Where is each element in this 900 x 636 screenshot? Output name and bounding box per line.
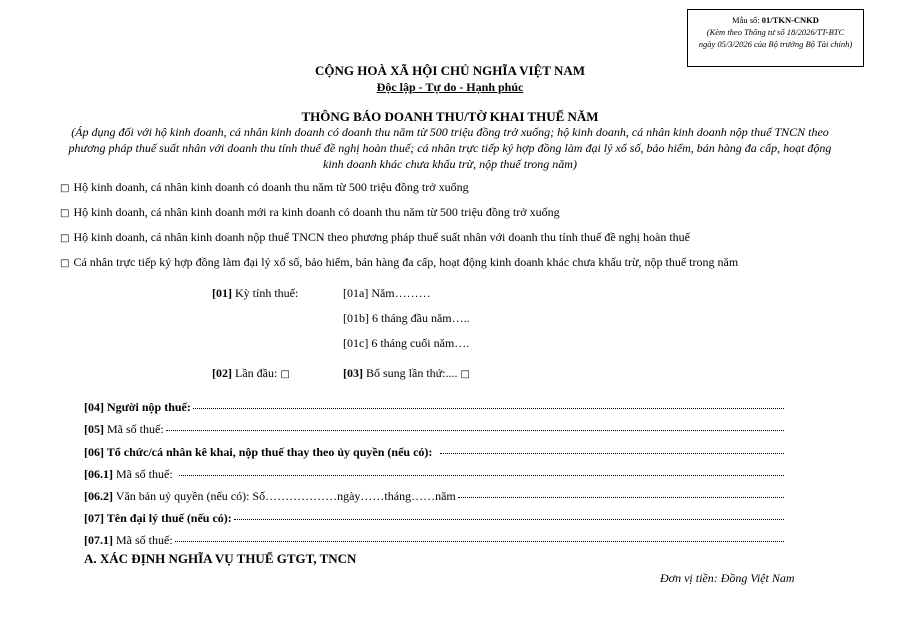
checkbox-icon[interactable]: □ [60,208,70,219]
fill-line[interactable] [175,540,784,542]
tax-code-field[interactable] [84,422,784,437]
field-label: [04] Người nộp thuế: [84,400,191,414]
form-title: THÔNG BÁO DOANH THU/TỜ KHAI THUẾ NĂM [301,109,599,124]
fill-line[interactable] [179,474,784,476]
checkbox-icon[interactable]: □ [280,369,290,380]
supplement-code: [03] [343,366,363,380]
taxpayer-name-field[interactable] [84,400,784,415]
motto-heading: Độc lập - Tự do - Hạnh phúc [376,80,524,94]
currency-unit-note: Đơn vị tiền: Đồng Việt Nam [660,571,795,585]
fill-line[interactable] [166,429,784,431]
form-scope-note: (Áp dụng đối với hộ kinh doanh, cá nhân kinh doanh có doanh thu năm từ 500 triệu đồng trở xuống; hộ kinh doanh, cá nhân kinh doanh nộp thuế TNCN theo phương pháp thuế suất nhân với doanh thu tính thuế đề nghị hoàn thuế; cá nhân trực tiếp ký hợp đồng làm đại lý xổ số, bảo hiểm, bán hàng đa cấp, hoạt động kinh doanh khác chưa khấu trừ, nộp thuế trong năm) [68,125,832,171]
option-agent[interactable] [60,255,738,270]
fill-line[interactable] [440,452,784,454]
option-label: Hộ kinh doanh, cá nhân kinh doanh nộp thuế TNCN theo phương pháp thuế suất nhân với doanh thu tính thuế đề nghị hoàn thuế [73,230,690,244]
tax-agent-name-field[interactable] [84,511,784,526]
tax-period-code: [01] [212,286,232,300]
tax-period-second-half[interactable]: [01c] 6 tháng cuối năm…. [343,336,470,350]
option-tax-refund[interactable] [60,230,690,245]
option-label: Hộ kinh doanh, cá nhân kinh doanh mới ra kinh doanh có doanh thu năm từ 500 triệu đồng trở xuống [73,205,560,219]
checkbox-icon[interactable]: □ [60,233,70,244]
option-label: Hộ kinh doanh, cá nhân kinh doanh có doanh thu năm từ 500 triệu đồng trở xuống [73,180,469,194]
option-label: Cá nhân trực tiếp ký hợp đồng làm đại lý xổ số, bảo hiểm, bán hàng đa cấp, hoạt động kinh doanh khác chưa khấu trừ, nộp thuế trong năm [73,255,739,269]
checkbox-icon[interactable]: □ [60,183,70,194]
option-revenue-under-500m[interactable] [60,180,469,195]
fill-line[interactable] [234,518,784,520]
field-label: [05] Mã số thuế: [84,422,164,436]
first-time-code: [02] [212,366,232,380]
field-label: [07] Tên đại lý thuế (nếu có): [84,511,232,525]
tax-agent-code-field[interactable] [84,533,784,548]
checkbox-icon[interactable]: □ [60,258,70,269]
form-code-line [688,14,863,26]
checkbox-icon[interactable]: □ [460,369,470,380]
form-circular-ref: (Kèm theo Thông tư số 18/2026/TT-BTC [706,27,845,37]
first-time-label: Lần đầu: [235,366,278,380]
tax-period-year[interactable]: [01a] Năm……… [343,286,431,300]
authorized-tax-code-field[interactable] [84,467,784,482]
form-code-prefix: Mẫu số: [732,15,760,25]
fill-line[interactable] [193,407,784,409]
authorized-filer-field[interactable] [84,445,784,460]
supplement-field[interactable] [343,366,470,381]
first-time-field[interactable] [212,366,290,381]
tax-period-label [212,286,298,301]
option-new-business[interactable] [60,205,560,220]
authorization-doc-field[interactable] [84,489,784,504]
field-label: [07.1] Mã số thuế: [84,533,173,547]
tax-period-first-half[interactable]: [01b] 6 tháng đầu năm….. [343,311,470,325]
field-label: [06.1] Mã số thuế: [84,467,173,481]
form-code: 01/TKN-CNKD [761,15,819,25]
tax-period-text: Kỳ tính thuế: [235,286,299,300]
form-circular-date: ngày 05/3/2026 của Bộ trưởng Bộ Tài chính) [698,39,853,49]
field-label: [06] Tổ chức/cá nhân kê khai, nộp thuế thay theo ủy quyền (nếu có): [84,445,433,459]
supplement-label: Bổ sung lần thứ:.... [366,366,458,380]
fill-line[interactable] [458,496,784,498]
section-a-heading: A. XÁC ĐỊNH NGHĨA VỤ THUẾ GTGT, TNCN [84,551,357,566]
form-reference-box [687,9,864,67]
nation-heading: CỘNG HOÀ XÃ HỘI CHỦ NGHĨA VIỆT NAM [314,63,586,78]
field-label: [06.2] Văn bản uỷ quyền (nếu có): Số………………ngày……tháng……năm [84,489,456,503]
